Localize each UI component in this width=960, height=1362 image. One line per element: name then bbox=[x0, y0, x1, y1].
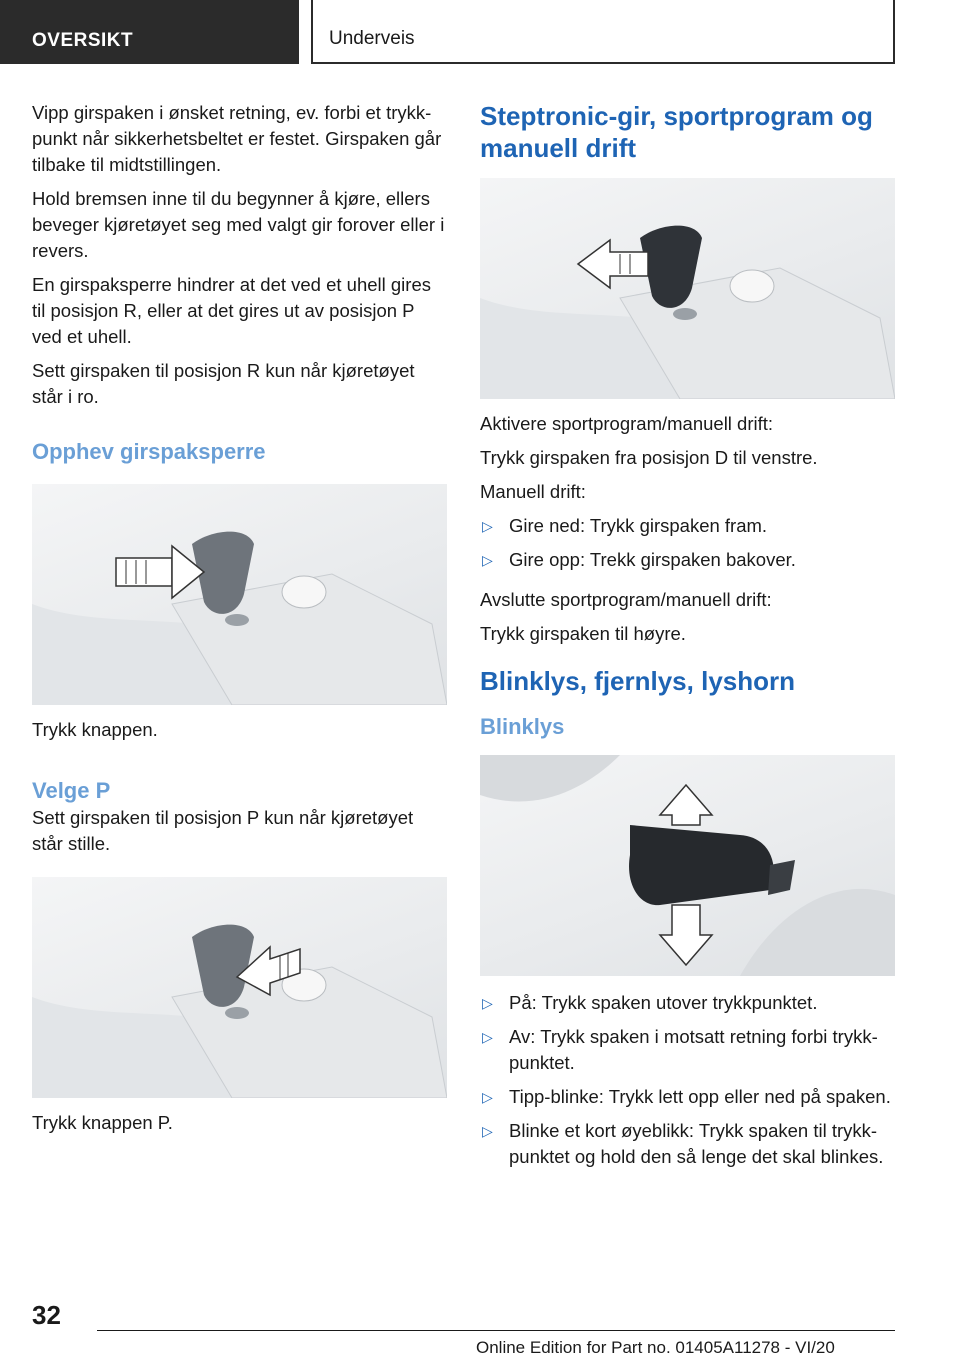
edition-note: Online Edition for Part no. 01405A11278 - VI/20 bbox=[476, 1338, 835, 1357]
left-column bbox=[32, 100, 448, 1144]
gear-selector-unlock-illustration bbox=[32, 484, 447, 705]
footer-divider bbox=[97, 1330, 895, 1331]
steptronic-illustration bbox=[480, 178, 895, 399]
steptronic-line: Trykk girspaken til høyre. bbox=[480, 623, 686, 644]
triangle-bullet-icon: ▷ bbox=[482, 995, 493, 1011]
triangle-bullet-icon: ▷ bbox=[482, 552, 493, 568]
select-p-text: Sett girspaken til posisjon P kun når kjøretøyet står stille. bbox=[32, 807, 414, 854]
list-item: ▷ Av: Trykk spaken i motsatt retning forbi trykkpunktet. bbox=[482, 1026, 878, 1073]
heading-blinker: Blinklys bbox=[480, 714, 565, 739]
steptronic-line: Aktivere sportprogram/manuell drift: bbox=[480, 413, 774, 434]
list-item: ▷ Gire ned: Trykk girspaken fram. bbox=[480, 513, 896, 539]
select-p-caption: Trykk knappen P. bbox=[32, 1112, 173, 1133]
intro-paragraph: Vipp girspaken i ønsket retning, ev. forbi et trykkpunkt når sikkerhetsbeltet er festet. Girspaken går tilbake til midtstillingen. bbox=[32, 102, 442, 175]
section-tab[interactable]: OVERSIKT bbox=[0, 0, 299, 64]
triangle-bullet-icon: ▷ bbox=[482, 1089, 493, 1105]
heading-lights: Blinklys, fjernlys, lyshorn bbox=[480, 666, 795, 696]
list-item: ▷ Tipp-blinke: Trykk lett opp eller ned på spaken. bbox=[480, 1084, 896, 1110]
steptronic-line: Manuell drift: bbox=[480, 481, 586, 502]
triangle-bullet-icon: ▷ bbox=[482, 1029, 493, 1045]
unlock-caption: Trykk knappen. bbox=[32, 719, 158, 740]
heading-unlock: Opphev girspaksperre bbox=[32, 439, 266, 464]
page-header bbox=[0, 0, 960, 66]
triangle-bullet-icon: ▷ bbox=[482, 518, 493, 534]
heading-select-p: Velge P bbox=[32, 778, 111, 803]
heading-steptronic: Steptronic-gir, sportprogram og manuell drift bbox=[480, 101, 873, 163]
steptronic-line: Avslutte sportprogram/manuell drift: bbox=[480, 589, 772, 610]
chapter-tab[interactable]: Underveis bbox=[311, 0, 895, 64]
page-number: 32 bbox=[32, 1300, 61, 1330]
list-item: ▷ På: Trykk spaken utover trykkpunktet. bbox=[480, 990, 896, 1016]
manual-drive-list bbox=[480, 513, 896, 573]
intro-paragraph: Hold bremsen inne til du begynner å kjøre, ellers beveger kjøretøyet seg med valgt gir forover eller i revers. bbox=[32, 188, 445, 261]
intro-paragraph: En girspaksperre hindrer at det ved et uhell gires til posisjon R, eller at det gires ut av posisjon P ved et uhell. bbox=[32, 274, 431, 347]
blinker-list bbox=[480, 990, 896, 1170]
right-column bbox=[480, 100, 896, 1178]
intro-paragraph: Sett girspaken til posisjon R kun når kjøretøyet står i ro. bbox=[32, 360, 415, 407]
list-item: ▷ Gire opp: Trekk girspaken bakover. bbox=[480, 547, 896, 573]
turn-signal-stalk-illustration bbox=[480, 755, 895, 976]
steptronic-line: Trykk girspaken fra posisjon D til venstre. bbox=[480, 447, 818, 468]
gear-selector-p-illustration bbox=[32, 877, 447, 1098]
list-item: ▷ Blinke et kort øyeblikk: Trykk spaken til trykkpunktet og hold den så lenge det skal blinkes. bbox=[482, 1120, 884, 1167]
triangle-bullet-icon: ▷ bbox=[482, 1123, 493, 1139]
